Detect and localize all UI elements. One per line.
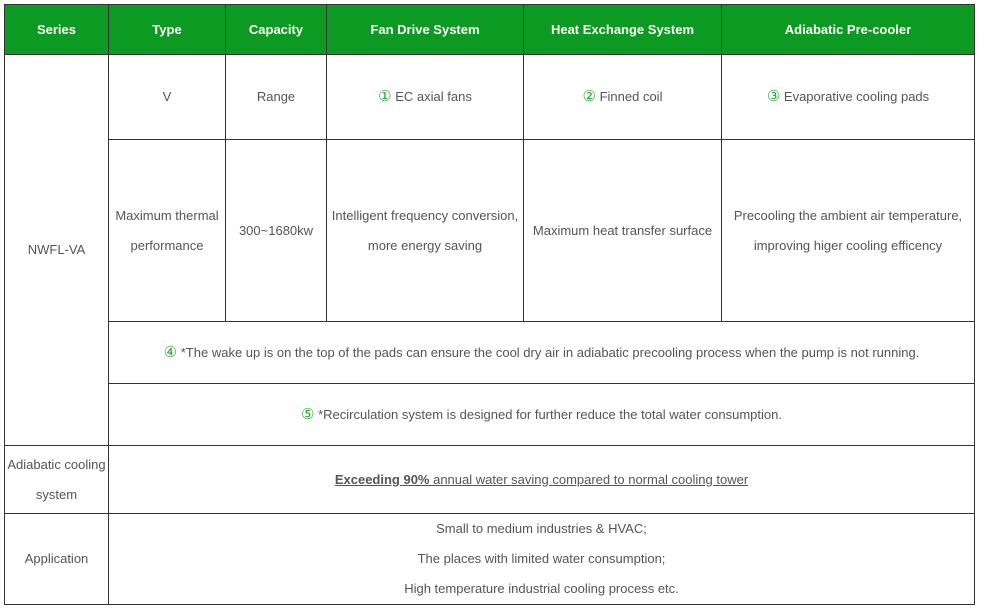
table-row (5, 140, 975, 322)
table-row (5, 55, 975, 140)
heat-cell (524, 55, 722, 140)
type-desc-cell (109, 140, 226, 322)
adiabatic-label-line: system (35, 486, 78, 502)
capacity-cell: Range (226, 55, 327, 140)
note-4 (109, 322, 975, 384)
capacity-range-cell: 300~1680kw (226, 140, 327, 322)
header-heat-exchange: Heat Exchange System (524, 5, 722, 55)
adiabatic-label-cell (5, 446, 109, 514)
heat-label: Finned coil (599, 89, 663, 104)
note-text: *The wake up is on the top of the pads can ensure the cool dry air in adiabatic precooling process when the pump is not running. (180, 344, 920, 360)
fan-label: EC axial fans (395, 89, 472, 104)
header-row (5, 5, 975, 55)
circled-number: ⑤ (301, 405, 315, 423)
water-saving-bold: Exceeding 90% (334, 471, 430, 487)
adiabatic-row (5, 446, 975, 514)
application-line: Small to medium industries & HVAC; (436, 521, 647, 536)
application-label-cell: Application (5, 514, 109, 605)
header-capacity: Capacity (226, 5, 327, 55)
series-cell: NWFL-VA (5, 55, 109, 446)
circled-number: ④ (163, 343, 178, 361)
precooler-desc-cell (722, 140, 975, 322)
heat-desc-cell: Maximum heat transfer surface (524, 140, 722, 322)
fan-desc-line: Intelligent frequency conversion, (331, 207, 519, 223)
circled-number: ③ (766, 88, 781, 105)
note-row (5, 384, 975, 446)
note-text: *Recirculation system is designed for further reduce the total water consumption. (318, 406, 782, 422)
fan-desc-cell (327, 140, 524, 322)
precooler-label: Evaporative cooling pads (783, 89, 930, 104)
type-desc-line: Maximum thermal (115, 207, 219, 223)
precooler-desc-line: Precooling the ambient air temperature, (733, 207, 963, 223)
note-5 (109, 384, 975, 446)
header-series: Series (5, 5, 109, 55)
adiabatic-label-line: Adiabatic cooling (7, 456, 106, 472)
application-value-cell (109, 514, 975, 605)
precooler-desc-line: improving higer cooling efficency (753, 237, 943, 253)
water-saving-rest: annual water saving compared to normal cooling tower (429, 471, 749, 487)
type-desc-line: performance (130, 237, 204, 253)
fan-desc-line: more energy saving (367, 237, 483, 253)
note-row (5, 322, 975, 384)
adiabatic-value-cell (109, 446, 975, 514)
circled-number: ② (582, 88, 596, 105)
header-precooler: Adiabatic Pre-cooler (722, 5, 975, 55)
application-line: High temperature industrial cooling process etc. (404, 581, 679, 596)
spec-table (4, 4, 975, 605)
application-row (5, 514, 975, 605)
fan-cell (327, 55, 524, 140)
application-line: The places with limited water consumption; (417, 551, 666, 566)
precooler-cell (722, 55, 975, 140)
header-type: Type (109, 5, 226, 55)
circled-number: ① (378, 88, 392, 105)
header-fan-drive: Fan Drive System (327, 5, 524, 55)
type-cell: V (109, 55, 226, 140)
water-saving-text (335, 472, 748, 487)
